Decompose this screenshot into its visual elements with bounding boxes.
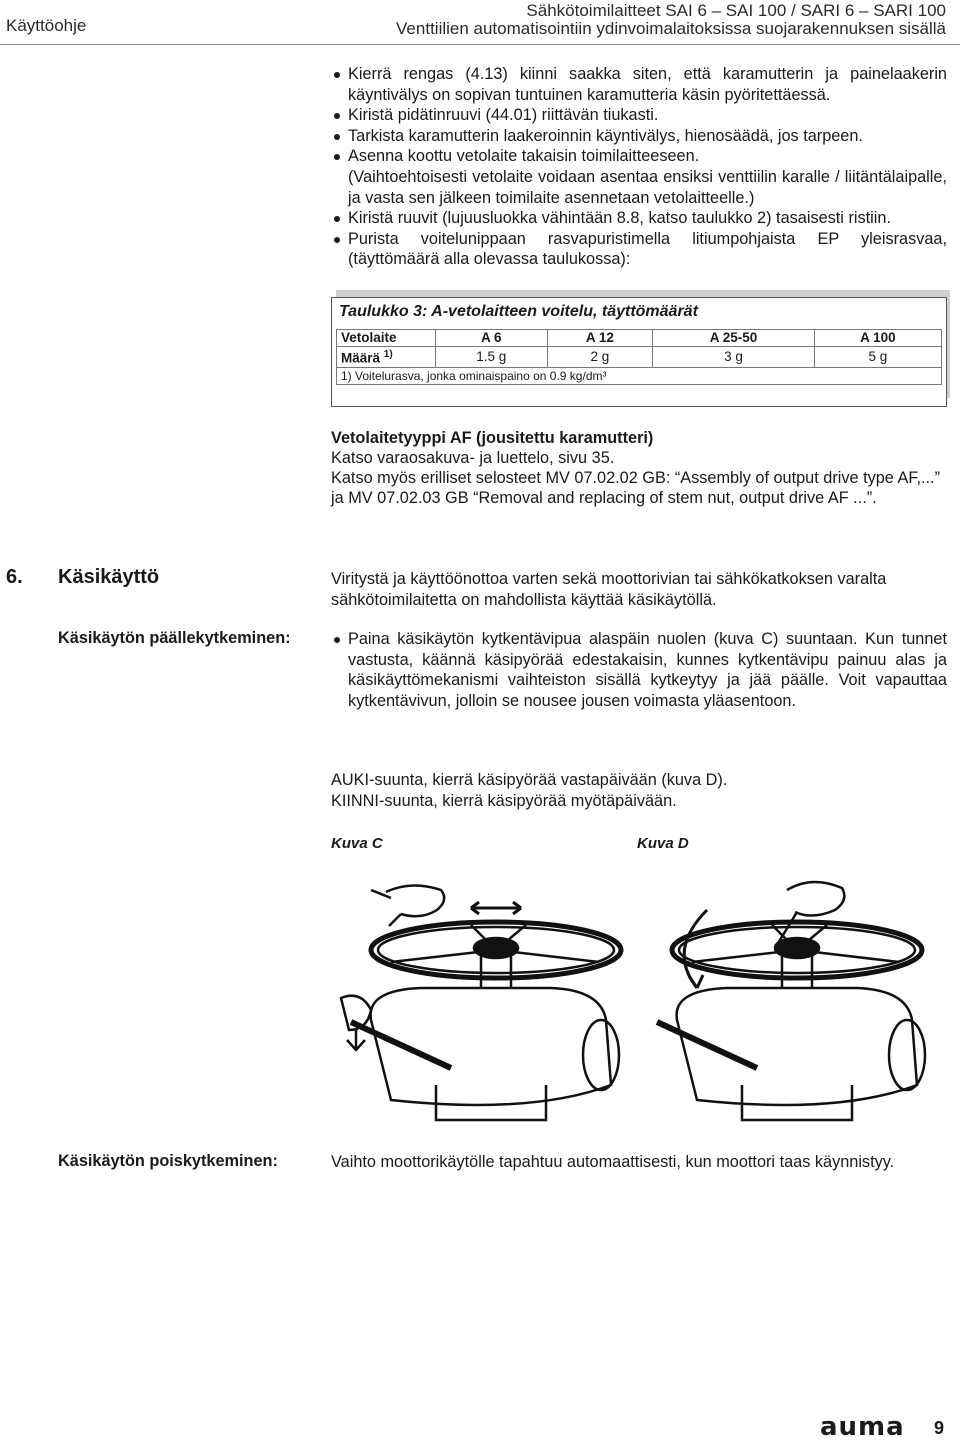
direction-notes xyxy=(331,770,947,811)
bullet-icon xyxy=(334,113,340,119)
table-cell: 1.5 g xyxy=(436,347,548,368)
step-note: (Vaihtoehtoisesti vetolaite voidaan asentaa ensiksi venttiilin karalle / liitäntälaipalle, ja vasta sen jälkeen toimilaite asennetaan vetolaitteelle.) xyxy=(348,167,947,207)
table-header-row xyxy=(337,330,942,347)
table-title: Taulukko 3: A-vetolaitteen voitelu, täyttömäärät xyxy=(339,303,698,320)
figure-c-illustration xyxy=(331,870,631,1125)
section-number: 6. xyxy=(6,566,23,588)
header-divider xyxy=(0,44,960,45)
lubrication-table xyxy=(336,329,942,385)
assembly-steps xyxy=(331,64,947,270)
af-section xyxy=(331,428,947,508)
figure-d-caption: Kuva D xyxy=(637,835,689,852)
table-cell: 2 g xyxy=(547,347,653,368)
auma-logo: auma xyxy=(820,1412,905,1442)
bullet-icon xyxy=(334,216,340,222)
bullet-icon xyxy=(334,134,340,140)
header-product: Sähkötoimilaitteet SAI 6 – SAI 100 / SARI 6 – SARI 100 xyxy=(526,1,946,20)
bullet-icon xyxy=(334,637,340,643)
close-direction: KIINNI-suunta, kierrä käsipyörää myötäpäivään. xyxy=(331,791,677,810)
bullet-icon xyxy=(334,154,340,160)
engage-instructions xyxy=(331,629,947,711)
table-header-cell: A 12 xyxy=(547,330,653,347)
engage-item: Paina käsikäytön kytkentävipua alaspäin nuolen (kuva C) suuntaan. Kun tunnet vastusta, käännä käsipyörää edestakaisin, kunnes kytkentävipu painuu alas ja käsikäyttömekanismi vaihteiston sisällä kytkeytyy ja jää päälle. Voit vapauttaa kytkentävivun, jolloin se nousee jousen voimasta yläasentoon. xyxy=(331,629,947,711)
af-line: Katso myös erilliset selosteet MV 07.02.02 GB: “Assembly of output drive type AF,...” ja MV 07.02.03 GB “Removal and replacing of stem nut, output drive AF ...”. xyxy=(331,469,941,507)
table-header-cell: Vetolaite xyxy=(337,330,436,347)
bullet-icon xyxy=(334,237,340,243)
table-footnote: 1) Voitelurasva, jonka ominaispaino on 0.9 kg/dm³ xyxy=(337,367,942,384)
table-header-cell: A 25-50 xyxy=(653,330,815,347)
table-cell: 3 g xyxy=(653,347,815,368)
header-doc-type: Käyttöohje xyxy=(6,16,87,35)
af-line: Katso varaosakuva- ja luettelo, sivu 35. xyxy=(331,449,615,467)
table-row xyxy=(337,347,942,368)
step-item: Purista voitelunippaan rasvapuristimella litiumpohjaista EP yleisrasvaa, (täyttömäärä alla olevassa taulukossa): xyxy=(331,229,947,270)
figure-c-caption: Kuva C xyxy=(331,835,383,852)
section-title: Käsikäyttö xyxy=(58,566,160,588)
engage-label: Käsikäytön päällekytkeminen: xyxy=(58,629,291,647)
open-direction: AUKI-suunta, kierrä käsipyörää vastapäivään (kuva D). xyxy=(331,771,728,789)
table-header-cell: A 100 xyxy=(814,330,941,347)
step-item: Asenna koottu vetolaite takaisin toimilaitteeseen. xyxy=(331,146,947,167)
af-heading: Vetolaitetyyppi AF (jousitettu karamutteri) xyxy=(331,429,654,447)
step-item: Kierrä rengas (4.13) kiinni saakka siten, että karamutterin ja painelaakerin käyntivälys on sopivan tuntuinen karamutteria käsin pyöritettäessä. xyxy=(331,64,947,105)
table-footnote-row xyxy=(337,367,942,384)
table-header-cell: A 6 xyxy=(436,330,548,347)
disengage-label: Käsikäytön poiskytkeminen: xyxy=(58,1152,278,1170)
page-number: 9 xyxy=(934,1418,945,1438)
disengage-text: Vaihto moottorikäytölle tapahtuu automaattisesti, kun moottori taas käynnistyy. xyxy=(331,1153,895,1171)
step-item: Kiristä ruuvit (lujuusluokka vähintään 8.8, katso taulukko 2) tasaisesti ristiin. xyxy=(331,208,947,229)
table-cell: 5 g xyxy=(814,347,941,368)
figure-d-illustration xyxy=(637,870,937,1125)
bullet-icon xyxy=(334,72,340,78)
header-subtitle: Venttiilien automatisointiin ydinvoimalaitoksissa suojarakennuksen sisällä xyxy=(396,19,946,38)
table-row-label: Määrä $^{1)}$ xyxy=(337,347,436,368)
step-item: Kiristä pidätinruuvi (44.01) riittävän tiukasti. xyxy=(331,105,947,126)
section-intro: Viritystä ja käyttöönottoa varten sekä moottorivian tai sähkökatkoksen varalta sähkötoimilaitetta on mahdollista käyttää käsikäytöllä. xyxy=(331,570,887,609)
step-item: Tarkista karamutterin laakeroinnin käyntivälys, hienosäädä, jos tarpeen. xyxy=(331,126,947,147)
